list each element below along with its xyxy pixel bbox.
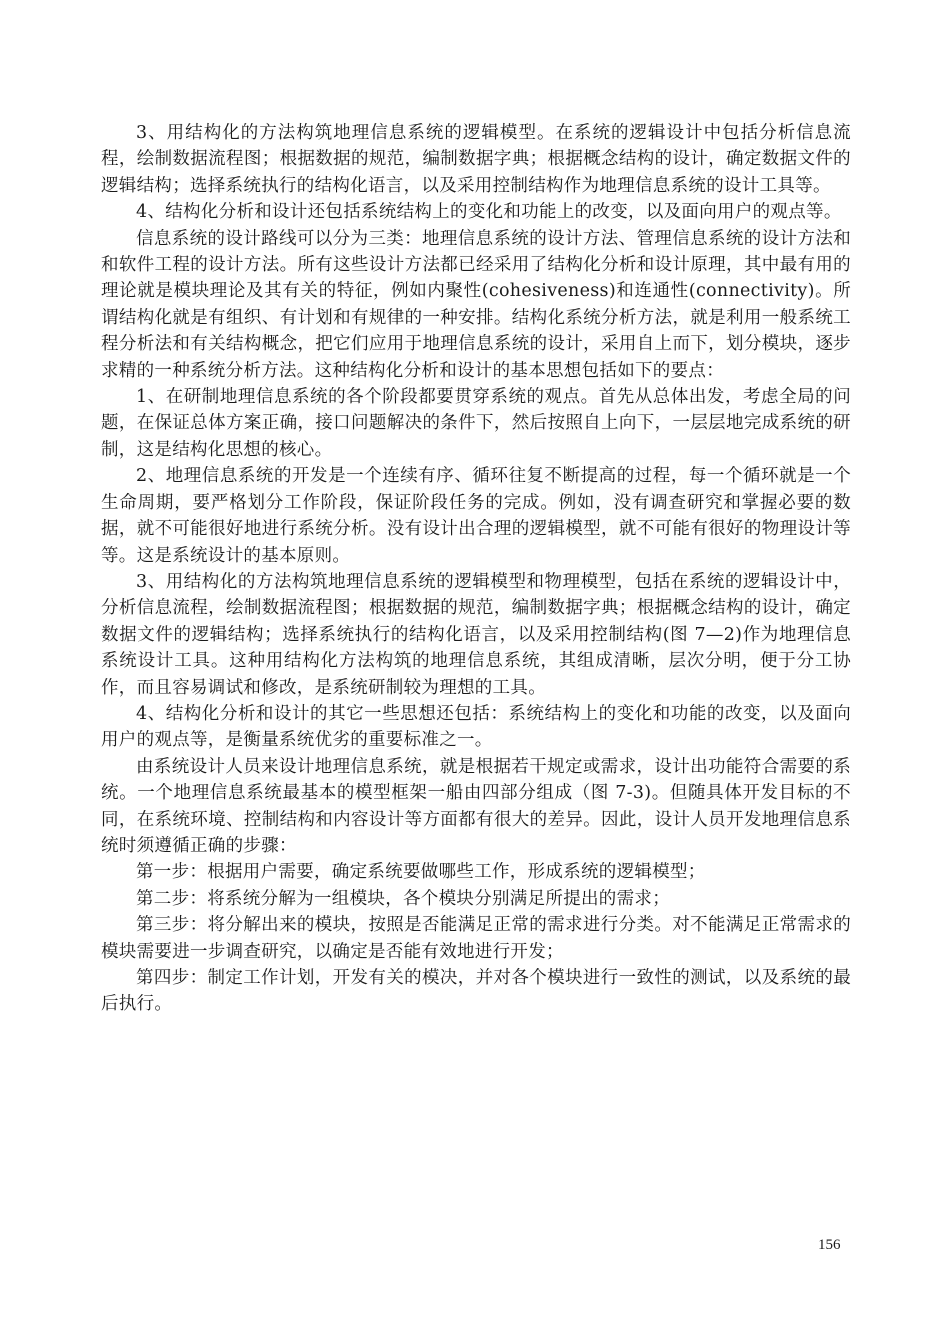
paragraph: 2、地理信息系统的开发是一个连续有序、循环往复不断提高的过程，每一个循环就是一个生命周期，要严格划分工作阶段，保证阶段任务的完成。例如，没有调查研究和掌握必要的数据，就不可能很好地进行系统分析。没有设计出合理的逻辑模型，就不可能有很好的物理设计等等。这是系统设计的基本原则。: [101, 466, 851, 566]
paragraph: 4、结构化分析和设计还包括系统结构上的变化和功能上的改变，以及面向用户的观点等。: [136, 202, 842, 223]
step-paragraph: 第一步：根据用户需要，确定系统要做哪些工作，形成系统的逻辑模型；: [136, 862, 706, 883]
paragraph: 4、结构化分析和设计的其它一些思想还包括：系统结构上的变化和功能的改变，以及面向用户的观点等，是衡量系统优劣的重要标准之一。: [101, 703, 851, 751]
document-body: [101, 120, 851, 1018]
paragraph: 3、用结构化的方法构筑地理信息系统的逻辑模型。在系统的逻辑设计中包括分析信息流程，绘制数据流程图；根据数据的规范，编制数据字典；根据概念结构的设计，确定数据文件的逻辑结构；选择系统执行的结构化语言，以及采用控制结构作为地理信息系统的设计工具等。: [101, 123, 851, 196]
paragraph: 3、用结构化的方法构筑地理信息系统的逻辑模型和物理模型，包括在系统的逻辑设计中，分析信息流程，绘制数据流程图；根据数据的规范，编制数据字典；根据概念结构的设计，确定数据文件的逻辑结构；选择系统执行的结构化语言，以及采用控制结构(图 7—2)作为地理信息系统设计工具。这种用结构化方法构筑的地理信息系统，其组成清晰，层次分明，便于分工协作，而且容易调试和修改，是系统研制较为理想的工具。: [101, 571, 851, 698]
paragraph: 信息系统的设计路线可以分为三类：地理信息系统的设计方法、管理信息系统的设计方法和和软件工程的设计方法。所有这些设计方法都已经采用了结构化分析和设计原理，其中最有用的理论就是模块理论及其有关的特征，例如内聚性(cohesiveness)和连通性(connectivity)。所谓结构化就是有组织、有计划和有规律的一种安排。结构化系统分析方法，就是利用一般系统工程分析法和有关结构概念，把它们应用于地理信息系统的设计，采用自上而下，划分模块，逐步求精的一种系统分析方法。这种结构化分析和设计的基本思想包括如下的要点：: [101, 228, 851, 381]
paragraph: 由系统设计人员来设计地理信息系统，就是根据若干规定或需求，设计出功能符合需要的系统。一个地理信息系统最基本的模型框架一船由四部分组成（图 7-3)。但随具体开发目标的不同，在系统环境、控制结构和内容设计等方面都有很大的差异。因此，设计人员开发地理信息系统时须遵循正确的步骤：: [101, 756, 851, 856]
step-paragraph: 第四步：制定工作计划，开发有关的模决，并对各个模块进行一致性的测试，以及系统的最后执行。: [101, 968, 851, 1015]
step-paragraph: 第三步：将分解出来的模块，按照是否能满足正常的需求进行分类。对不能满足正常需求的模块需要进一步调查研究，以确定是否能有效地进行开发；: [101, 915, 851, 962]
step-paragraph: 第二步：将系统分解为一组模块，各个模块分别满足所提出的需求；: [136, 888, 670, 909]
paragraph: 1、在研制地理信息系统的各个阶段都要贯穿系统的观点。首先从总体出发，考虑全局的问题，在保证总体方案正确，接口问题解决的条件下，然后按照自上向下，一层层地完成系统的研制，这是结构化思想的核心。: [101, 387, 851, 460]
page-number: 156: [818, 1237, 841, 1253]
